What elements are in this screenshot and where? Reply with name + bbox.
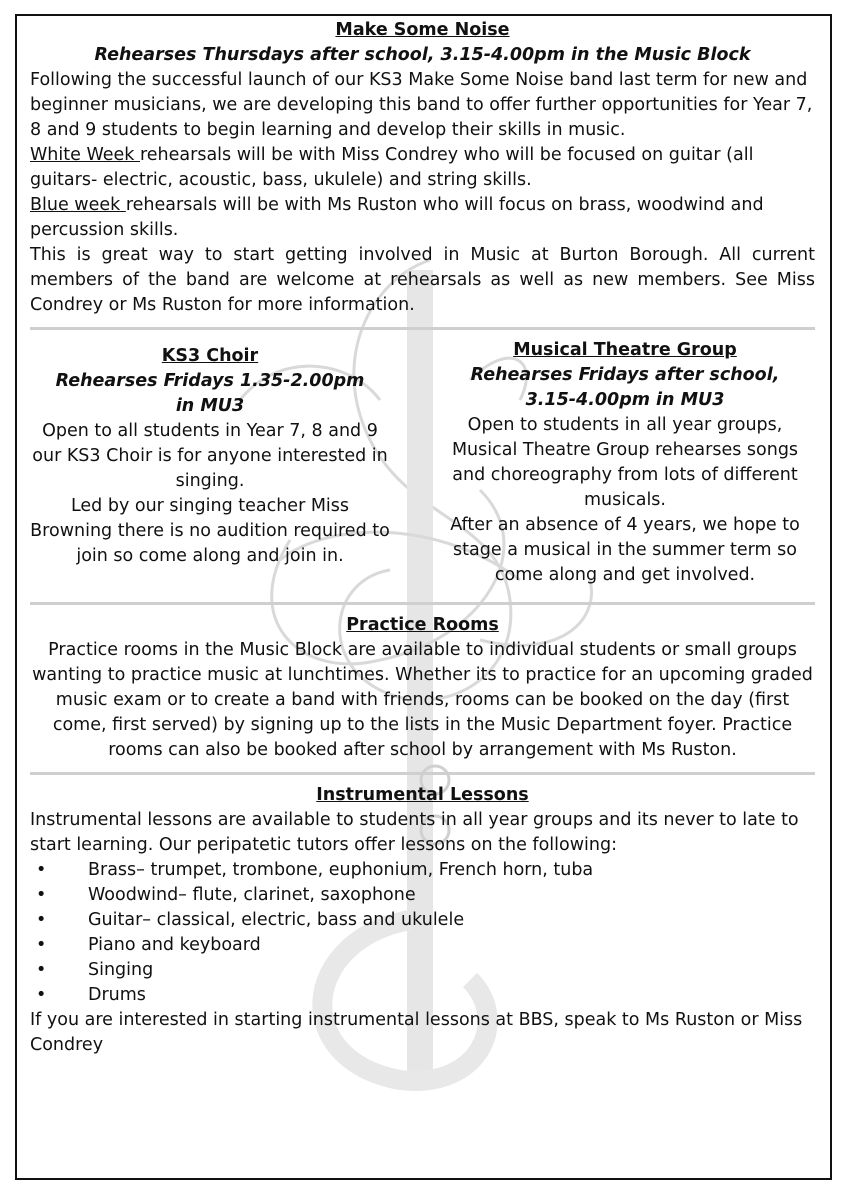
list-item: • Guitar– classical, electric, bass and ukulele — [30, 908, 815, 933]
list-item: • Brass– trumpet, trombone, euphonium, French horn, tuba — [30, 858, 815, 883]
ks3-choir-title: KS3 Choir — [161, 346, 259, 366]
newsletter-content — [30, 18, 815, 1058]
ks3-choir-subtitle-1: Rehearses Fridays 1.35-2.00pm — [55, 371, 365, 391]
make-some-noise-title: Make Some Noise — [335, 20, 510, 40]
make-some-noise-section — [30, 18, 815, 318]
ks3-choir-section — [30, 338, 390, 588]
white-week-text: rehearsals will be with Miss Condrey who will be focused on guitar (all guitars- electric, acoustic, bass, ukulele) and string skills. — [30, 145, 754, 190]
list-item: • Piano and keyboard — [30, 933, 815, 958]
make-some-noise-closing: This is great way to start getting involved in Music at Burton Borough. All current members of the band are welcome at rehearsals as well as new members. See Miss Condrey or Ms Ruston for more information. — [30, 245, 815, 315]
practice-rooms-title: Practice Rooms — [346, 615, 499, 635]
practice-rooms-text: Practice rooms in the Music Block are available to individual students or small groups wanting to practice music at lunchtimes. Whether its to practice for an upcoming graded music exam or to create a band with friends, rooms can be booked on the day (first come, first served) by signing up to the lists in the Music Department foyer. Practice rooms can also be booked after school by arrangement with Ms Ruston. — [32, 640, 813, 760]
ks3-choir-subtitle-2: in MU3 — [175, 396, 245, 416]
blue-week-text: rehearsals will be with Ms Ruston who will focus on brass, woodwind and percussion skills. — [30, 195, 764, 240]
make-some-noise-intro: Following the successful launch of our KS3 Make Some Noise band last term for new and beginner musicians, we are developing this band to offer further opportunities for Year 7, 8 and 9 students to begin learning and develop their skills in music. — [30, 70, 813, 140]
list-item: • Woodwind– flute, clarinet, saxophone — [30, 883, 815, 908]
musical-theatre-para-1: Open to students in all year groups, Musical Theatre Group rehearses songs and choreography from lots of different musicals. — [451, 415, 799, 510]
section-divider — [30, 772, 815, 775]
list-item: • Drums — [30, 983, 815, 1008]
make-some-noise-subtitle: Rehearses Thursdays after school, 3.15-4.00pm in the Music Block — [94, 45, 751, 65]
blue-week-label: Blue week — [30, 195, 126, 215]
musical-theatre-section — [435, 338, 815, 588]
musical-theatre-subtitle-2: 3.15-4.00pm in MU3 — [525, 390, 725, 410]
instrumental-lessons-title: Instrumental Lessons — [316, 785, 529, 805]
musical-theatre-title: Musical Theatre Group — [513, 340, 737, 360]
white-week-label: White Week — [30, 145, 140, 165]
instrumental-lessons-intro: Instrumental lessons are available to students in all year groups and its never to late to start learning. Our peripatetic tutors offer lessons on the following: — [30, 810, 799, 855]
musical-theatre-para-2: After an absence of 4 years, we hope to stage a musical in the summer term so come along and get involved. — [450, 515, 800, 585]
instrumental-lessons-closing: If you are interested in starting instrumental lessons at BBS, speak to Ms Ruston or Miss Condrey — [30, 1010, 803, 1055]
ks3-choir-para-2: Led by our singing teacher Miss Browning there is no audition required to join so come along and join in. — [30, 496, 390, 566]
instrument-list — [30, 858, 815, 1008]
two-column-section — [30, 338, 815, 588]
ks3-choir-para-1: Open to all students in Year 7, 8 and 9 our KS3 Choir is for anyone interested in singing. — [32, 421, 388, 491]
practice-rooms-section — [30, 613, 815, 763]
white-week-paragraph — [30, 143, 815, 193]
section-divider — [30, 327, 815, 330]
list-item: • Singing — [30, 958, 815, 983]
blue-week-paragraph — [30, 193, 815, 243]
instrumental-lessons-section — [30, 783, 815, 1058]
musical-theatre-subtitle-1: Rehearses Fridays after school, — [470, 365, 780, 385]
section-divider — [30, 602, 815, 605]
